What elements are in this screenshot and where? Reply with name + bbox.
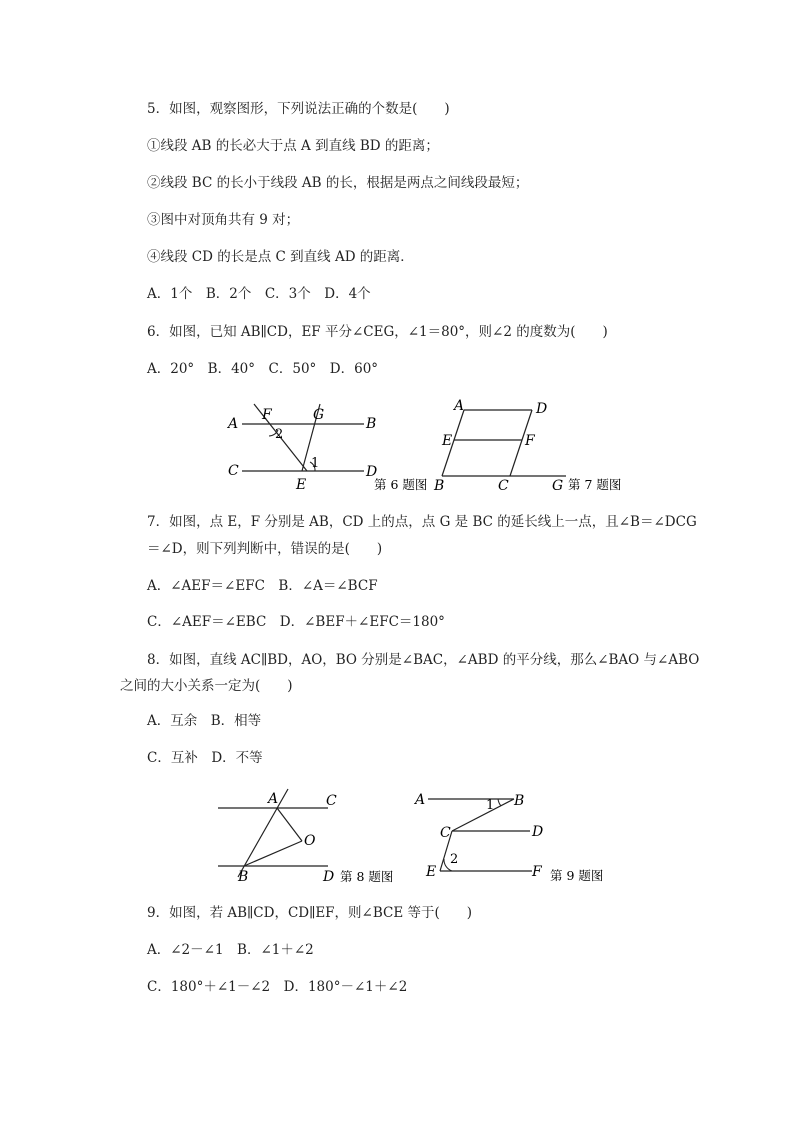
fig6-caption: 第 6 题图 <box>374 477 428 492</box>
q7-options-line1: A．∠AEF＝∠EFC B．∠A＝∠BCF <box>147 578 378 594</box>
q8-options-line1: A．互余 B．相等 <box>147 713 262 729</box>
fig6-label-b: B <box>366 416 377 432</box>
fig8-label-o: O <box>304 833 316 849</box>
fig6-label-e: E <box>296 477 307 493</box>
fig7-label-g: G <box>552 478 564 494</box>
fig7-label-c: C <box>498 478 509 494</box>
fig8-label-b: B <box>238 869 249 885</box>
figure-7 <box>432 396 642 496</box>
q8-stem-line2: 之间的大小关系一定为( ) <box>120 678 293 694</box>
q5-statement-1: ①线段 AB 的长必大于点 A 到直线 BD 的距离； <box>147 138 439 154</box>
figure-6 <box>222 396 445 496</box>
q9-options-line1: A．∠2－∠1 B．∠1＋∠2 <box>147 942 314 958</box>
line-bc <box>452 799 514 831</box>
fig6-label-g: G <box>313 407 325 423</box>
fig6-angle-1: 1 <box>311 456 320 471</box>
q5-stem: 5．如图，观察图形，下列说法正确的个数是( ) <box>147 101 450 117</box>
line-ao <box>277 808 302 841</box>
figure-8 <box>210 785 410 885</box>
fig6-label-f: F <box>262 407 272 423</box>
fig9-label-d: D <box>532 824 544 840</box>
q5-statement-2: ②线段 BC 的长小于线段 AB 的长，根据是两点之间线段最短； <box>147 175 529 191</box>
fig7-label-d: D <box>536 401 548 417</box>
line-bo <box>244 841 302 866</box>
fig8-label-a: A <box>268 791 279 807</box>
fig7-label-a: A <box>454 398 465 414</box>
fig9-label-f: F <box>532 864 542 880</box>
q5-statement-4: ④线段 CD 的长是点 C 到直线 AD 的距离． <box>147 249 414 265</box>
q8-stem-line1: 8．如图，直线 AC∥BD，AO，BO 分别是∠BAC，∠ABD 的平分线，那么∠BAO 与∠ABO <box>147 652 700 668</box>
q6-stem: 6．如图，已知 AB∥CD，EF 平分∠CEG，∠1＝80°，则∠2 的度数为( ) <box>147 324 608 340</box>
fig7-caption: 第 7 题图 <box>568 477 622 492</box>
fig9-angle-1: 1 <box>486 798 495 813</box>
fig8-caption: 第 8 题图 <box>340 869 394 884</box>
q7-options-line2: C．∠AEF＝∠EBC D．∠BEF＋∠EFC＝180° <box>147 614 445 630</box>
q7-stem-line1: 7．如图，点 E，F 分别是 AB，CD 上的点，点 G 是 BC 的延长线上一点，且∠B＝∠DCG <box>147 514 697 530</box>
fig9-label-c: C <box>440 825 451 841</box>
fig8-label-d: D <box>323 869 335 885</box>
q9-options-line2: C．180°＋∠1－∠2 D．180°－∠1＋∠2 <box>147 979 408 995</box>
q7-stem-line2: ＝∠D，则下列判断中，错误的是( ) <box>147 541 383 557</box>
fig6-angle-2: 2 <box>275 427 284 442</box>
fig9-label-e: E <box>426 864 437 880</box>
fig7-label-e: E <box>442 433 453 449</box>
figure-9 <box>410 785 610 885</box>
q5-statement-3: ③图中对顶角共有 9 对； <box>147 212 300 228</box>
fig9-angle-2: 2 <box>450 852 459 867</box>
fig6-label-a: A <box>228 416 239 432</box>
q8-options-line2: C．互补 D．不等 <box>147 750 263 766</box>
q5-options: A．1个 B．2个 C．3个 D．4个 <box>147 286 371 302</box>
fig9-caption: 第 9 题图 <box>550 868 604 883</box>
line-ab <box>238 789 288 877</box>
fig9-label-a: A <box>415 792 426 808</box>
angle-1-arc <box>498 799 501 806</box>
fig7-label-b: B <box>434 478 445 494</box>
fig7-label-f: F <box>525 433 535 449</box>
q6-options: A．20° B．40° C．50° D．60° <box>147 361 379 377</box>
fig6-label-c: C <box>228 463 239 479</box>
fig9-label-b: B <box>514 793 525 809</box>
fig6-label-d: D <box>366 464 378 480</box>
fig8-label-c: C <box>326 793 337 809</box>
q9-stem: 9．如图，若 AB∥CD，CD∥EF，则∠BCE 等于( ) <box>147 905 473 921</box>
